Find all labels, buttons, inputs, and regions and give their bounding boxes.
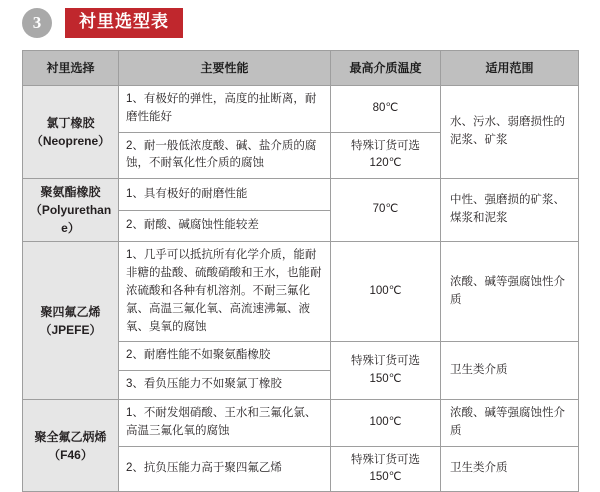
table-row [23,399,579,446]
liner-name-en: （Polyurethane） [29,203,112,236]
temperature-value: 150℃ [369,470,402,483]
liner-name-cn: 聚全氟乙炳烯 [34,429,107,444]
column-header-liner: 衬里选择 [23,51,119,86]
temperature-cell: 100℃ [331,399,441,446]
temperature-cell [331,132,441,179]
performance-cell: 1、有极好的弹性，高度的扯断离，耐磨性能好 [119,86,331,133]
liner-name-en: （JPEFE） [39,322,102,337]
performance-cell: 1、具有极好的耐磨性能 [119,179,331,211]
table-header-row [23,51,579,86]
temperature-cell [331,446,441,492]
application-range-cell: 水、污水、弱磨损性的泥浆、矿浆 [441,86,579,179]
column-header-application-range: 适用范围 [441,51,579,86]
performance-cell: 1、几乎可以抵抗所有化学介质，能耐非糖的盐酸、硫酸硝酸和王水，也能耐浓硫酸和各种有机溶剂。不耐三氟化氯、高温三氟化氧、高流速沸氟、液氧、臭氧的腐蚀 [119,242,331,342]
temperature-note: 特殊订货可选 [351,355,420,368]
liner-name-en: （Neoprene） [30,134,111,149]
table-body [23,86,579,492]
performance-cell: 2、耐一般低浓度酸、碱、盐介质的腐蚀，不耐氧化性介质的腐蚀 [119,132,331,179]
liner-selection-table-wrapper [22,50,578,492]
table-row [23,86,579,133]
performance-cell: 2、耐磨性能不如聚氨酯橡胶 [119,342,331,371]
page-title: 衬里选型表 [65,8,183,38]
temperature-note: 特殊订货可选 [351,140,420,153]
liner-name-cn: 氯丁橡胶 [46,116,95,131]
liner-name-cn: 聚氨酯橡胶 [40,185,101,200]
liner-name-cn: 聚四氟乙烯 [40,304,101,319]
table-row [23,179,579,211]
temperature-value: 150℃ [369,372,402,385]
liner-selection-table [22,50,579,492]
liner-name-polyurethane [23,179,119,242]
application-range-cell: 卫生类介质 [441,342,579,400]
application-range-cell: 卫生类介质 [441,446,579,492]
section-number-badge: 3 [22,8,52,38]
temperature-cell [331,342,441,400]
liner-name-ptfe [23,242,119,400]
page-header [22,7,183,39]
liner-name-neoprene [23,86,119,179]
temperature-note: 特殊订货可选 [351,453,420,466]
performance-cell: 2、耐酸、碱腐蚀性能较差 [119,210,331,242]
column-header-performance: 主要性能 [119,51,331,86]
application-range-cell: 浓酸、碱等强腐蚀性介质 [441,242,579,342]
table-row [23,242,579,342]
application-range-cell: 浓酸、碱等强腐蚀性介质 [441,399,579,446]
performance-cell: 3、看负压能力不如聚氯丁橡胶 [119,371,331,400]
liner-name-f46 [23,399,119,491]
temperature-cell: 70℃ [331,179,441,242]
table-head [23,51,579,86]
column-header-max-temperature: 最高介质温度 [331,51,441,86]
temperature-cell: 80℃ [331,86,441,133]
application-range-cell: 中性、强磨损的矿浆、煤浆和泥浆 [441,179,579,242]
performance-cell: 2、抗负压能力高于聚四氟乙烯 [119,446,331,492]
temperature-cell: 100℃ [331,242,441,342]
temperature-value: 120℃ [369,157,402,170]
liner-name-en: （F46） [48,447,93,462]
performance-cell: 1、不耐发烟硝酸、王水和三氟化氯、高温三氟化氧的腐蚀 [119,399,331,446]
